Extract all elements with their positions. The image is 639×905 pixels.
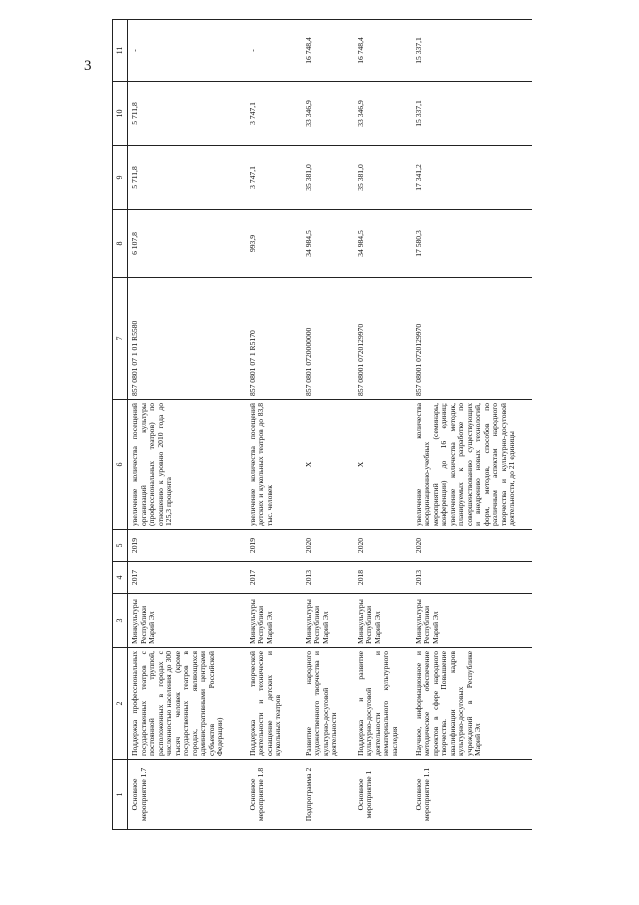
amount-col8: 34 984,5 [354, 210, 412, 278]
start-year: 2017 [246, 562, 302, 594]
header-cell: 9 [113, 146, 128, 210]
start-year: 2017 [128, 562, 246, 594]
budget-code: 857 0801 0720000000 [302, 278, 354, 400]
expected-result: увеличение количества посещений детских и кукольных театров до 83,8 тыс. человек [246, 400, 302, 530]
amount-col10: 5 711,8 [128, 82, 246, 146]
amount-col8: 6 107,8 [128, 210, 246, 278]
rotated-table-container [112, 20, 612, 830]
end-year: 2019 [246, 530, 302, 562]
start-year: 2013 [412, 562, 532, 594]
amount-col10: 33 346,9 [302, 82, 354, 146]
measure-name: Поддержка творческой деятельности и техническое оснащение детских и кукольных театров [246, 648, 302, 760]
header-cell: 4 [113, 562, 128, 594]
table-row [354, 20, 412, 830]
amount-col11: 16 748,4 [354, 20, 412, 82]
table-row [128, 20, 246, 830]
start-year: 2013 [302, 562, 354, 594]
amount-col10: 15 337,1 [412, 82, 532, 146]
measure-name: Поддержка профессиональных государственных театров с постоянной труппой, расположенных в городах с численностью населения до 300 тысяч человек (кроме государственных театров в городах, являющихся административными центрами субъектов Российской Федерации) [128, 648, 246, 760]
table-row [302, 20, 354, 830]
end-year: 2020 [354, 530, 412, 562]
amount-col11: 16 748,4 [302, 20, 354, 82]
responsible-executor: Минкультуры Республики Марий Эл [246, 594, 302, 648]
responsible-executor: Минкультуры Республики Марий Эл [128, 594, 246, 648]
responsible-executor: Минкультуры Республики Марий Эл [412, 594, 532, 648]
amount-col10: 33 346,9 [354, 82, 412, 146]
header-cell: 1 [113, 760, 128, 830]
row-label: Основное мероприятие 1 [354, 760, 412, 830]
page-number: 3 [84, 58, 92, 74]
header-cell: 11 [113, 20, 128, 82]
end-year: 2020 [302, 530, 354, 562]
amount-col11: - [246, 20, 302, 82]
budget-code: 857 08001 0720129970 [354, 278, 412, 400]
end-year: 2019 [128, 530, 246, 562]
expected-result: увеличение количества координационно-учебных мероприятий (семинары, конференции) до 16 единиц; увеличение количества методик, планируемых к разработке по совершенствованию существующих и внедрению новых технологий, форм, методов, способов по различным аспектам народного творчества и культурно-досуговой деятельности, до 21 единицы [412, 400, 532, 530]
header-cell: 7 [113, 278, 128, 400]
measure-name: Научное, информационное и методическое обеспечение проектов в сфере народного творчества. Повышение квалификации кадров культурно-досуговых учреждений в Республике Марий Эл [412, 648, 532, 760]
amount-col9: 17 341,2 [412, 146, 532, 210]
end-year: 2020 [412, 530, 532, 562]
program-table [112, 19, 532, 830]
amount-col8: 993,9 [246, 210, 302, 278]
header-cell: 10 [113, 82, 128, 146]
header-row [113, 20, 128, 830]
row-label: Основное мероприятие 1.1 [412, 760, 532, 830]
header-cell: 6 [113, 400, 128, 530]
table-row [412, 20, 532, 830]
table-row [246, 20, 302, 830]
responsible-executor: Минкультуры Республики Марий Эл [302, 594, 354, 648]
row-label: Основное мероприятие 1.7 [128, 760, 246, 830]
expected-result: X [302, 400, 354, 530]
amount-col9: 35 381,0 [302, 146, 354, 210]
row-label: Подпрограмма 2 [302, 760, 354, 830]
amount-col8: 34 984,5 [302, 210, 354, 278]
measure-name: Развитие народного художественного творчества и культурно-досуговой деятельности [302, 648, 354, 760]
budget-code: 857 08001 0720129970 [412, 278, 532, 400]
amount-col11: 15 337,1 [412, 20, 532, 82]
measure-name: Поддержка и развитие культурно-досуговой деятельности и нематериального культурного наследия [354, 648, 412, 760]
header-cell: 8 [113, 210, 128, 278]
header-cell: 5 [113, 530, 128, 562]
expected-result: X [354, 400, 412, 530]
amount-col9: 3 747,1 [246, 146, 302, 210]
amount-col11: - [128, 20, 246, 82]
header-cell: 3 [113, 594, 128, 648]
row-label: Основное мероприятие 1.8 [246, 760, 302, 830]
budget-code: 857 0801 07 1 R5170 [246, 278, 302, 400]
header-cell: 2 [113, 648, 128, 760]
amount-col9: 35 381,0 [354, 146, 412, 210]
responsible-executor: Минкультуры Республики Марий Эл [354, 594, 412, 648]
amount-col10: 3 747,1 [246, 82, 302, 146]
start-year: 2018 [354, 562, 412, 594]
amount-col8: 17 580,3 [412, 210, 532, 278]
budget-code: 857 0801 07 1 01 R5580 [128, 278, 246, 400]
amount-col9: 5 711,8 [128, 146, 246, 210]
expected-result: увеличение количества посещений организаций культуры (профессиональных театров) по отношению к уровню 2010 года до 125,3 процента [128, 400, 246, 530]
